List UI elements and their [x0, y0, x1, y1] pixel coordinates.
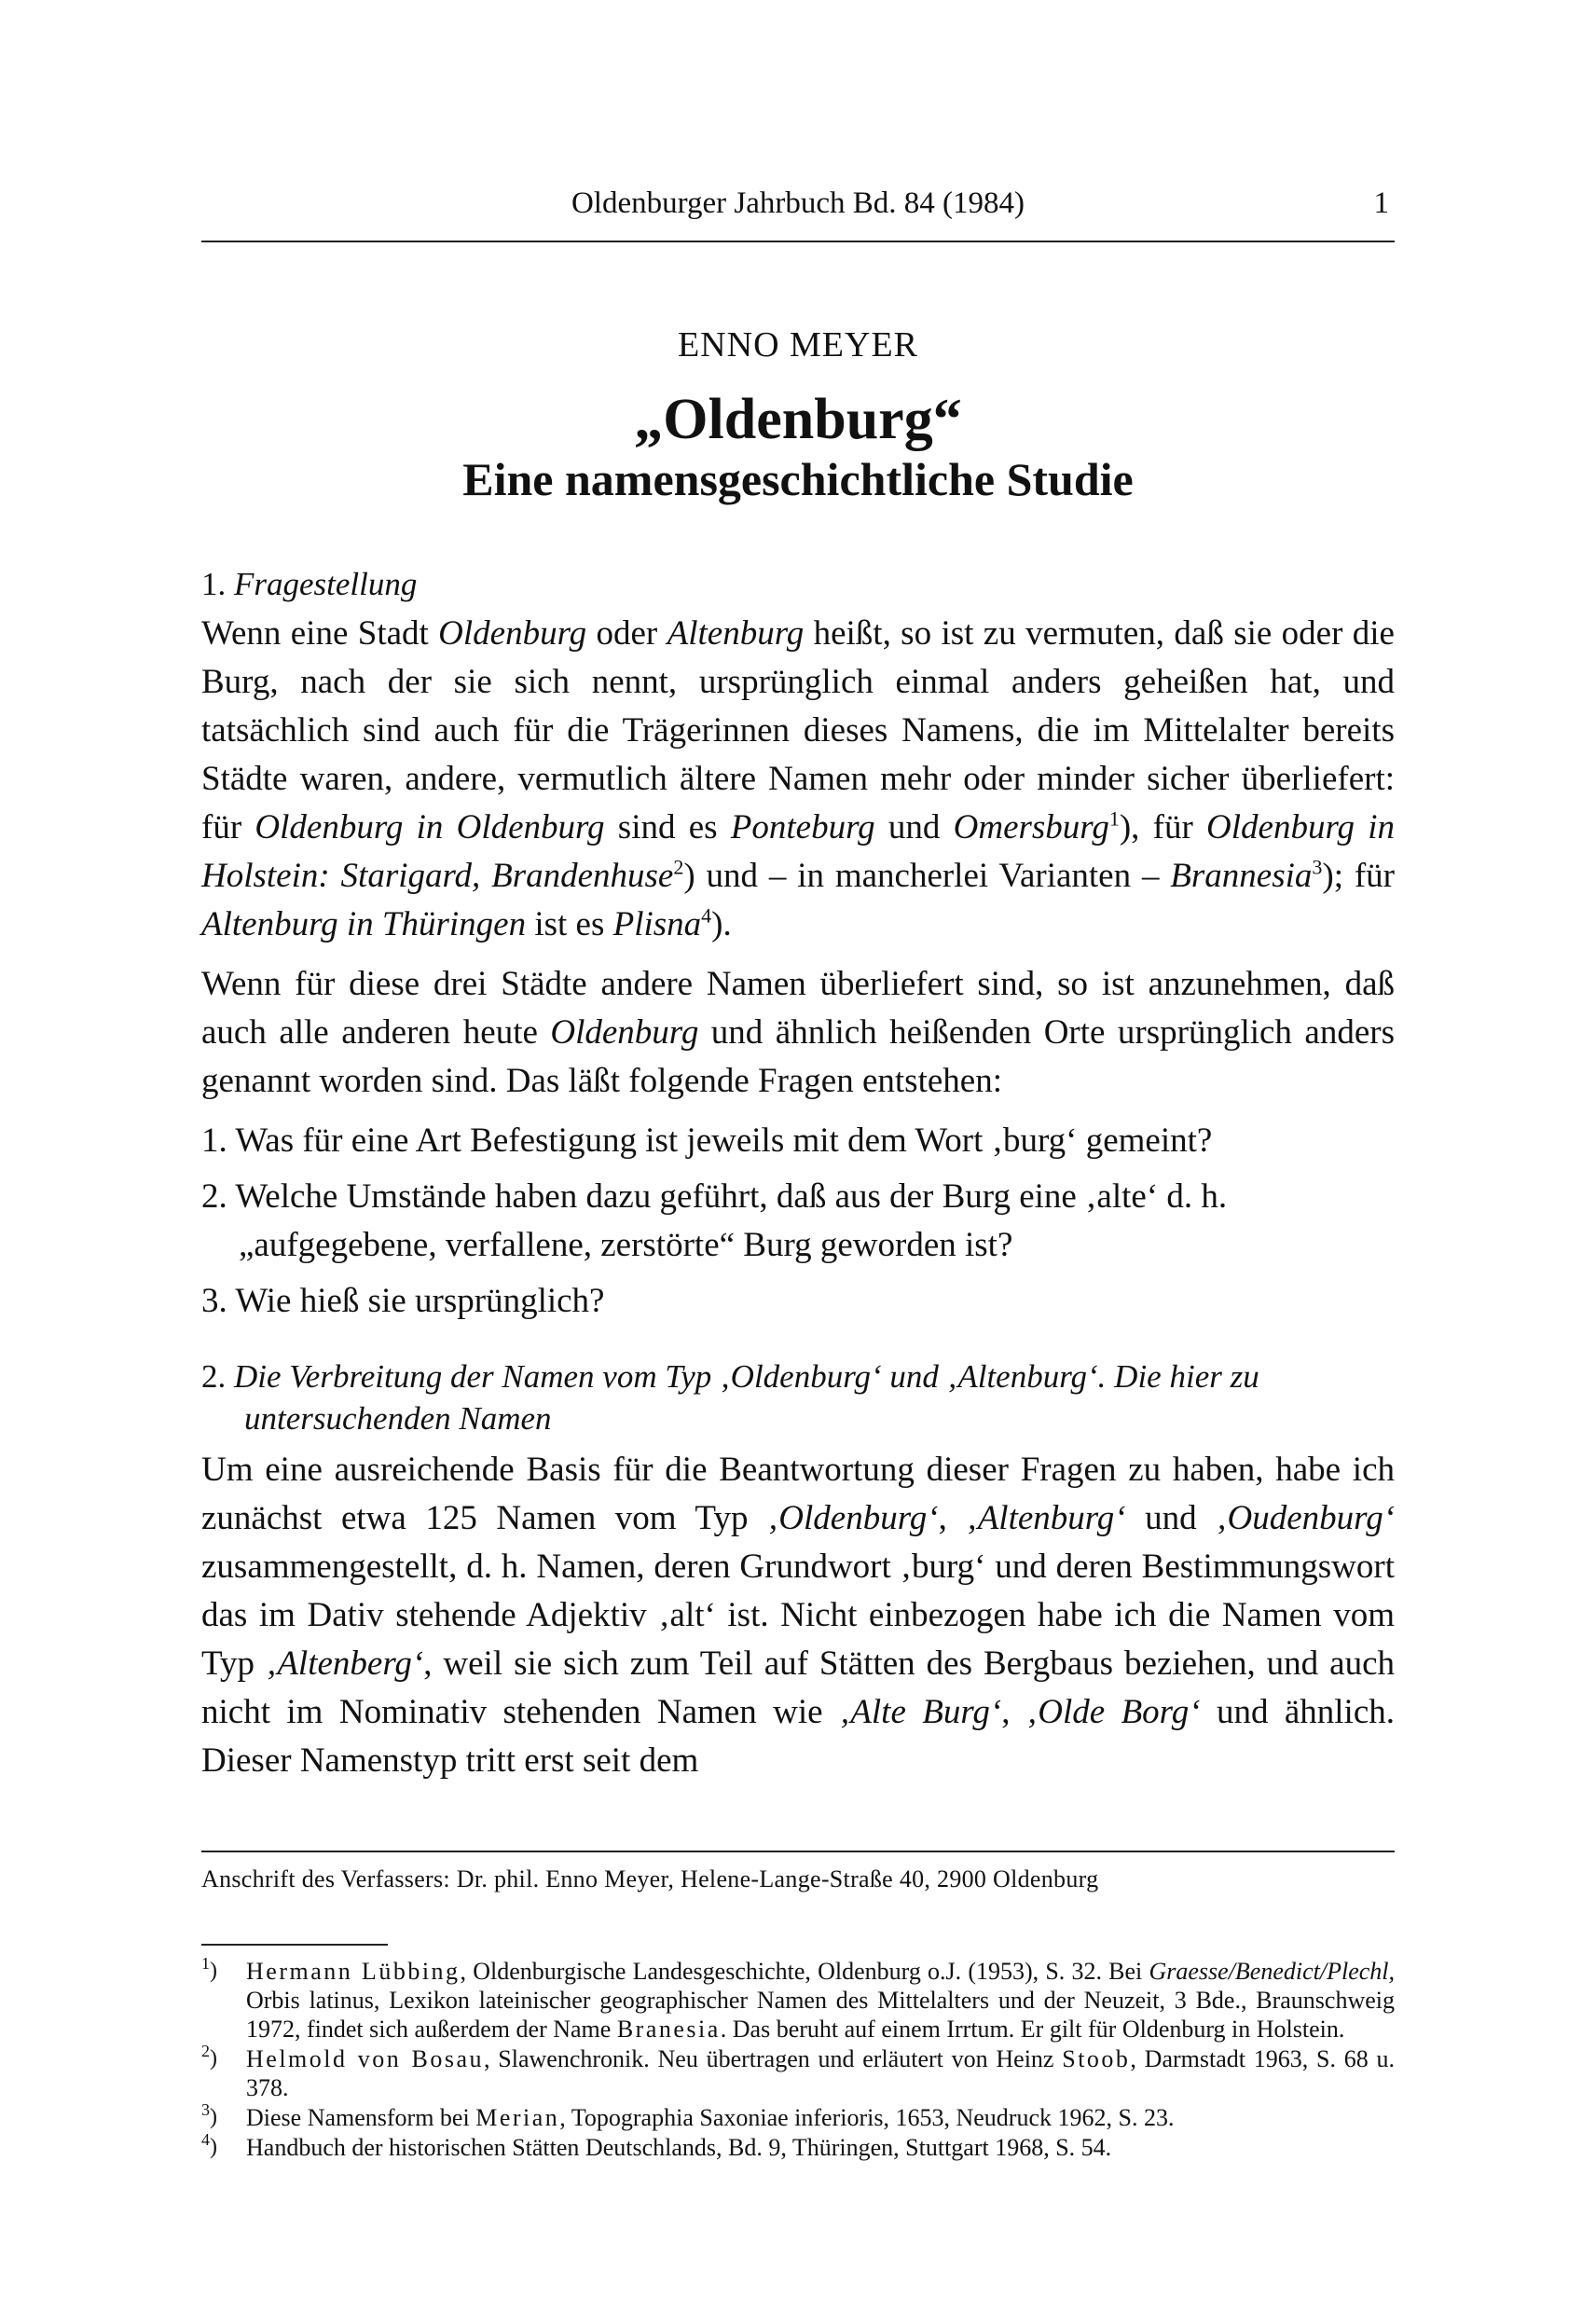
footnote-marker: $^4$) [201, 2129, 217, 2159]
italic-run: Omersburg [953, 807, 1109, 846]
text-run: , [938, 1498, 967, 1537]
text-run: , Topographia Saxoniae inferioris, 1653, Neudruck 1962, S. 23. [559, 2103, 1175, 2131]
footnote-marker: $^2$) [201, 2041, 217, 2071]
question-list [201, 1117, 1395, 1326]
text-run: Helmold von Bosau [246, 2044, 485, 2072]
footnote-marker: $^3$) [201, 2099, 217, 2129]
text-run: heißt, so ist zu vermuten, daß sie oder die Burg, nach der sie sich nennt, ursprünglich einmal anders geheißen hat, und tatsächlich sind auch für die Trägerinnen dieses Namens, die im Mittelalter bereits Städte waren, andere, vermutlich ältere Namen mehr oder minder sicher überliefert: für [201, 613, 1395, 846]
footnote-1 [201, 1953, 1396, 2044]
section-title: Die Verbreitung der Namen vom Typ ‚Oldenburg‘ und ‚Altenburg‘. Die hier zu untersuchenden Namen [234, 1357, 1259, 1438]
page-number: 1 [1373, 186, 1389, 220]
italic-run: ‚Oldenburg‘ [766, 1498, 939, 1537]
text-run: Branesia [616, 2015, 721, 2043]
italic-run: Ponteburg [730, 807, 875, 846]
section-heading-2 [201, 1356, 1395, 1440]
italic-run: Oldenburg [550, 1012, 699, 1052]
section-number: 2. [201, 1357, 227, 1395]
footnote-ref: 2 [673, 855, 684, 879]
footnote-list [201, 1953, 1396, 2162]
text-run: , Darmstadt 1963, S. 68 u. 378. [246, 2044, 1395, 2101]
text-run: Hermann Lübbing [246, 1957, 461, 1985]
text-run: und [1125, 1498, 1217, 1537]
footnote-ref: 4 [701, 903, 712, 928]
text-run: , [1001, 1692, 1026, 1731]
paragraph-1 [201, 610, 1395, 949]
text-run: Merian [475, 2103, 560, 2131]
author-name: ENNO MEYER [677, 325, 919, 365]
italic-run: Graesse/Benedict/Plechl, [1149, 1957, 1396, 1985]
italic-run: Plisna [612, 904, 702, 943]
journal-title: Oldenburger Jahrbuch Bd. 84 (1984) [571, 186, 1025, 220]
text-run: , Slawenchronik. Neu übertragen und erläutert von [484, 2044, 997, 2072]
running-head [201, 186, 1395, 233]
document-page [201, 186, 1395, 2163]
question-item: 1. Was für eine Art Befestigung ist jeweils mit dem Wort ‚burg‘ gemeint? [201, 1121, 1213, 1160]
question-item: 2. Welche Umstände haben dazu geführt, daß aus der Burg eine ‚alte‘ d. h. „aufgegebene, verfallene, zerstörte“ Burg geworden ist? [201, 1177, 1228, 1264]
article-subtitle: Eine namensgeschichtliche Studie [462, 453, 1134, 506]
text-run: Heinz [996, 2044, 1063, 2072]
text-run: Handbuch der historischen Stätten Deutschlands, Bd. 9, Thüringen, Stuttgart 1968, S. 54. [246, 2133, 1112, 2161]
italic-run: Oldenburg in Oldenburg [255, 807, 605, 846]
italic-run: Oldenburg in Holstein: Starigard, Brandenhuse [201, 807, 1396, 895]
section-number: 1. [201, 566, 227, 603]
text-run: ). [711, 904, 732, 943]
author-address: Anschrift des Verfassers: Dr. phil. Enno Meyer, Helene-Lange-Straße 40, 2900 Oldenburg [201, 1865, 1099, 1892]
text-run: sind es [604, 807, 731, 846]
footnote-3 [201, 2099, 1395, 2132]
italic-run: Brannesia [1170, 856, 1313, 895]
article-title: „Oldenburg“ [634, 388, 962, 451]
footnote-marker: $^1$) [201, 1953, 217, 1983]
address-rule [201, 1851, 1395, 1852]
text-run: , Oldenburgische Landesgeschichte, Oldenburg o.J. (1953), S. 32. Bei [460, 1957, 1149, 1985]
italic-run: ‚Alte Burg‘ [838, 1692, 1002, 1731]
section-title: Fragestellung [234, 566, 418, 603]
text-run: Stoob [1062, 2044, 1131, 2072]
text-run: Um eine ausreichende Basis für die Beantwortung dieser Fragen zu haben, habe ich zunächst etwa 125 Namen vom Typ [201, 1450, 1395, 1537]
section-heading-1 [201, 563, 1395, 606]
footnote-4 [201, 2129, 1395, 2162]
header-rule [201, 241, 1395, 242]
text-run: ), für [1119, 807, 1207, 846]
italic-run: ‚Altenberg‘ [266, 1644, 424, 1683]
text-run: ist es [526, 904, 613, 943]
italic-run: Altenburg in Thüringen [201, 904, 527, 943]
text-run: Wenn für diese drei Städte andere Namen überliefert sind, so ist anzunehmen, daß auch alle anderen heute [201, 964, 1395, 1052]
text-run: und [874, 807, 954, 846]
text-run: ); für [1322, 856, 1395, 895]
italic-run: Altenburg [667, 613, 805, 653]
italic-run: ‚Altenburg‘ [966, 1498, 1126, 1537]
italic-run: ‚Oudenburg‘ [1216, 1498, 1396, 1537]
footnote-ref: 1 [1108, 806, 1120, 831]
italic-run: ‚Olde Borg‘ [1025, 1692, 1201, 1731]
text-run: und ähnlich heißenden Orte ursprünglich anders genannt worden sind. Das läßt folgende Fragen entstehen: [201, 1012, 1395, 1100]
paragraph-2 [201, 960, 1395, 1106]
footnote-ref: 3 [1312, 855, 1323, 879]
text-run: zusammengestellt, d. h. Namen, deren Grundwort ‚burg‘ und deren Bestimmungswort das im Dativ stehende Adjektiv ‚alt‘ ist. Nicht einbezogen habe ich die Namen vom Typ [201, 1547, 1395, 1683]
text-run: und ähnlich. Dieser Namenstyp tritt erst seit dem [201, 1692, 1396, 1780]
paragraph-3 [201, 1446, 1395, 1785]
question-item: 3. Wie hieß sie ursprünglich? [201, 1281, 605, 1320]
text-run: oder [586, 613, 667, 653]
footnote-2 [201, 2041, 1395, 2102]
text-run: Orbis latinus, Lexikon lateinischer geographischer Namen des Mittelalters und der Neuzeit, 3 Bde., Braunschweig 1972, findet sich außerdem der Name [246, 1986, 1395, 2043]
text-run: Diese Namensform bei [246, 2103, 476, 2131]
text-run: Wenn eine Stadt [201, 613, 439, 653]
text-run: . Das beruht auf einem Irrtum. Er gilt für Oldenburg in Holstein. [720, 2015, 1345, 2043]
text-run: , weil sie sich zum Teil auf Stätten des Bergbaus beziehen, und auch nicht im Nominativ stehenden Namen wie [201, 1644, 1395, 1731]
italic-run: Oldenburg [438, 613, 587, 653]
footnote-rule [201, 1944, 388, 1946]
text-run: ) und – in mancherlei Varianten – [683, 856, 1171, 895]
